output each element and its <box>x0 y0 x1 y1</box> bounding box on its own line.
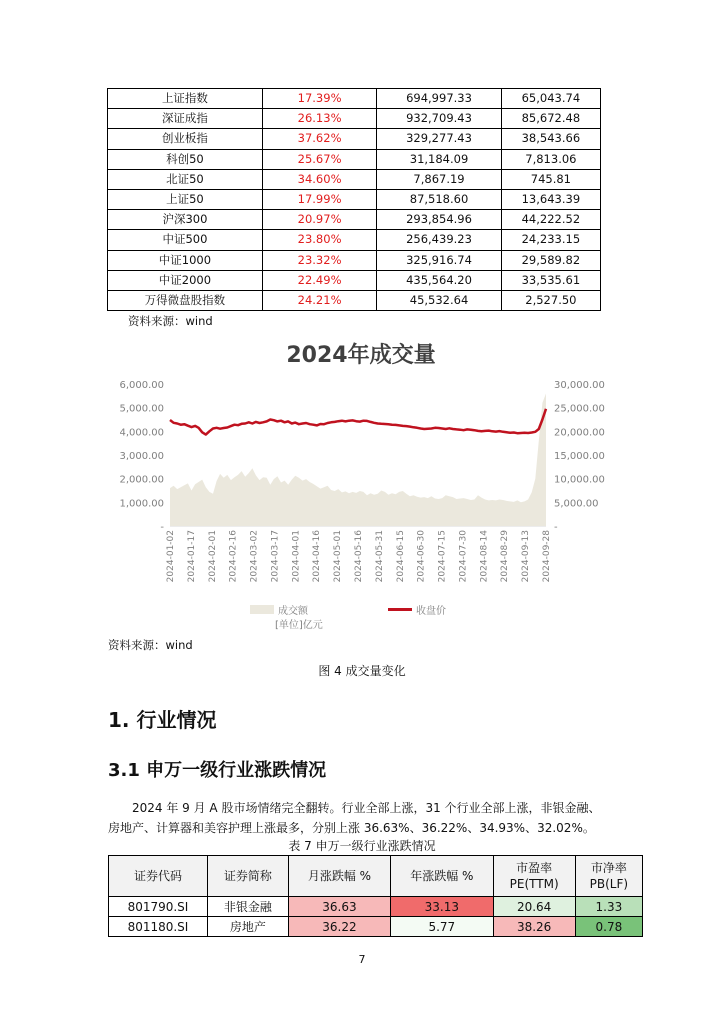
table-cell: 非银金融 <box>207 897 288 917</box>
table-cell: 房地产 <box>207 917 288 937</box>
y-tick-label: 1,000.00 <box>119 498 164 510</box>
table-cell: 中证500 <box>108 230 263 250</box>
x-tick-label: 2024-03-02 <box>249 530 260 583</box>
subsection-heading: 3.1 申万一级行业涨跌情况 <box>108 760 327 781</box>
column-header: 市盈率 PE(TTM) <box>493 856 575 897</box>
body-paragraph <box>108 798 638 838</box>
x-tick-label: 2024-04-01 <box>291 530 302 583</box>
y-tick-label: 2,000.00 <box>119 474 164 486</box>
table-cell: 23.80% <box>262 230 376 250</box>
industry-table <box>108 855 643 937</box>
paragraph-line-2: 房地产、计算器和美容护理上涨最多，分别上涨 36.63%、36.22%、34.93%、32.02%。 <box>108 821 595 835</box>
table-cell: 17.39% <box>262 89 376 109</box>
x-tick-label: 2024-09-13 <box>521 530 532 583</box>
y2-tick-label: 20,000.00 <box>554 427 605 439</box>
table-cell: 694,997.33 <box>377 89 502 109</box>
y2-tick-label: 15,000.00 <box>554 451 605 462</box>
column-header: 市净率 PB(LF) <box>575 856 642 897</box>
table-cell: 85,672.48 <box>501 109 600 129</box>
x-tick-label: 2024-06-15 <box>395 530 406 583</box>
table-row <box>109 897 643 917</box>
x-tick-label: 2024-07-30 <box>458 530 469 583</box>
table-cell: 45,532.64 <box>377 290 502 310</box>
legend-label-close: 收盘价 <box>416 606 446 617</box>
x-tick-label: 2024-09-28 <box>542 530 552 583</box>
table-row <box>108 189 601 209</box>
table-row <box>108 210 601 230</box>
x-tick-label: 2024-07-15 <box>437 530 448 583</box>
table-cell: 745.81 <box>501 169 600 189</box>
table-cell: 23.32% <box>262 250 376 270</box>
table-cell: 0.78 <box>575 917 642 937</box>
table-row <box>108 109 601 129</box>
table-cell: 932,709.43 <box>377 109 502 129</box>
table-cell: 创业板指 <box>108 129 263 149</box>
table-cell: 24,233.15 <box>501 230 600 250</box>
table-cell: 7,813.06 <box>501 149 600 169</box>
table-cell: 17.99% <box>262 189 376 209</box>
x-tick-label: 2024-02-01 <box>207 530 218 583</box>
column-header: 证券代码 <box>109 856 208 897</box>
industry-table-header <box>109 856 643 897</box>
table-cell: 7,867.19 <box>377 169 502 189</box>
unit-note: [单位]亿元 <box>275 620 323 631</box>
table-cell: 37.62% <box>262 129 376 149</box>
table-cell: 24.21% <box>262 290 376 310</box>
close-price-series <box>170 409 546 435</box>
table-cell: 36.63 <box>288 897 390 917</box>
x-tick-label: 2024-03-17 <box>270 530 281 583</box>
table-cell: 20.64 <box>493 897 575 917</box>
table-caption: 表 7 申万一级行业涨跌情况 <box>288 839 436 853</box>
x-tick-label: 2024-04-16 <box>312 530 323 583</box>
y-tick-label: 5,000.00 <box>119 403 164 415</box>
x-tick-label: 2024-05-16 <box>354 530 364 583</box>
figure-caption: 图 4 成交量变化 <box>318 664 406 678</box>
y-tick-label: 6,000.00 <box>119 380 164 391</box>
table-cell: 36.22 <box>288 917 390 937</box>
column-header: 年涨跌幅 % <box>391 856 493 897</box>
table-cell: 万得微盘股指数 <box>108 290 263 310</box>
table-cell: 20.97% <box>262 210 376 230</box>
y2-tick-label: 30,000.00 <box>554 380 605 391</box>
table-row <box>108 290 601 310</box>
table-cell: 29,589.82 <box>501 250 600 270</box>
table-row <box>108 270 601 290</box>
y2-tick-label: - <box>554 522 558 533</box>
table-cell: 33,535.61 <box>501 270 600 290</box>
table-cell: 深证成指 <box>108 109 263 129</box>
table-row <box>109 917 643 937</box>
table-cell: 65,043.74 <box>501 89 600 109</box>
table-row <box>108 89 601 109</box>
y-tick-label: 3,000.00 <box>119 451 164 462</box>
x-tick-label: 2024-01-02 <box>166 530 176 583</box>
table-cell: 上证50 <box>108 189 263 209</box>
table-cell: 31,184.09 <box>377 149 502 169</box>
table-cell: 1.33 <box>575 897 642 917</box>
table-row <box>108 129 601 149</box>
table-row <box>108 149 601 169</box>
table-cell: 801180.SI <box>109 917 208 937</box>
x-tick-label: 2024-05-31 <box>374 530 385 583</box>
x-tick-label: 2024-01-17 <box>186 530 197 583</box>
table-cell: 44,222.52 <box>501 210 600 230</box>
y2-tick-label: 25,000.00 <box>554 403 605 415</box>
column-header: 月涨跌幅 % <box>288 856 390 897</box>
turnover-area <box>170 394 546 527</box>
table-cell: 沪深300 <box>108 210 263 230</box>
y2-tick-label: 5,000.00 <box>554 498 599 510</box>
table-row <box>108 169 601 189</box>
table-row <box>108 230 601 250</box>
table-cell: 科创50 <box>108 149 263 169</box>
y-tick-label: 4,000.00 <box>119 427 164 439</box>
page-number: 7 <box>358 953 366 966</box>
x-axis-ticks <box>166 530 552 583</box>
table-cell: 中证1000 <box>108 250 263 270</box>
legend-swatch-turnover <box>250 605 274 614</box>
left-axis-ticks <box>119 380 164 533</box>
table-cell: 13,643.39 <box>501 189 600 209</box>
table-row <box>108 250 601 270</box>
close-price-line <box>170 409 546 435</box>
source-note-2: 资料来源：wind <box>108 638 193 652</box>
volume-chart <box>100 330 620 635</box>
legend-label-turnover: 成交额 <box>278 606 308 617</box>
chart-legend <box>250 604 446 631</box>
column-header: 证券简称 <box>207 856 288 897</box>
table-cell: 293,854.96 <box>377 210 502 230</box>
section-heading: 1. 行业情况 <box>108 708 217 732</box>
y2-tick-label: 10,000.00 <box>554 474 605 486</box>
chart-title: 2024年成交量 <box>286 343 436 368</box>
table-cell: 256,439.23 <box>377 230 502 250</box>
right-axis-ticks <box>554 380 605 533</box>
table-cell: 87,518.60 <box>377 189 502 209</box>
index-performance-table <box>107 88 601 311</box>
y-tick-label: - <box>160 522 164 533</box>
table-cell: 34.60% <box>262 169 376 189</box>
table-cell: 北证50 <box>108 169 263 189</box>
table-cell: 22.49% <box>262 270 376 290</box>
table-cell: 435,564.20 <box>377 270 502 290</box>
x-tick-label: 2024-05-01 <box>333 530 344 583</box>
x-tick-label: 2024-06-30 <box>416 530 427 583</box>
table-cell: 中证2000 <box>108 270 263 290</box>
turnover-series <box>170 394 546 527</box>
table-cell: 38,543.66 <box>501 129 600 149</box>
table-cell: 801790.SI <box>109 897 208 917</box>
x-tick-label: 2024-08-14 <box>479 530 490 583</box>
table-cell: 38.26 <box>493 917 575 937</box>
table-cell: 25.67% <box>262 149 376 169</box>
table-cell: 325,916.74 <box>377 250 502 270</box>
table-cell: 上证指数 <box>108 89 263 109</box>
index-table-body <box>108 89 601 311</box>
table-cell: 5.77 <box>391 917 493 937</box>
paragraph-line-1: 2024 年 9 月 A 股市场情绪完全翻转。行业全部上涨，31 个行业全部上涨，非银金融、 <box>132 801 601 815</box>
source-note: 资料来源：wind <box>128 314 213 328</box>
x-tick-label: 2024-08-29 <box>500 530 511 583</box>
table-cell: 33.13 <box>391 897 493 917</box>
table-cell: 329,277.43 <box>377 129 502 149</box>
x-tick-label: 2024-02-16 <box>228 530 239 583</box>
table-cell: 26.13% <box>262 109 376 129</box>
industry-table-body <box>109 897 643 937</box>
table-cell: 2,527.50 <box>501 290 600 310</box>
